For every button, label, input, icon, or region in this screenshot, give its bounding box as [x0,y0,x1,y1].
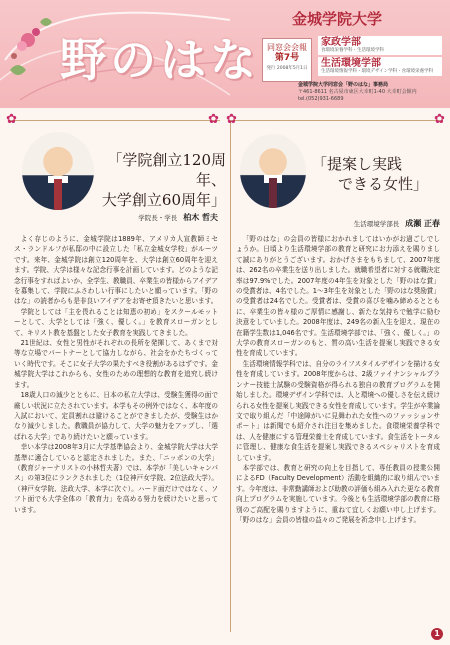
masthead [0,0,450,108]
page-number: 1 [431,628,443,640]
quote-line: 「学院創立120周年、 [107,151,226,189]
right-article-body [236,234,440,624]
paragraph: 学院としては「主を畏れることは知恵の初め」をスクールモットーとして、大学としては「強く、優しく。」を教育スローガンとして、キリスト教を基盤とした女子教育を実践してきました。 [14,307,218,337]
quote-line: できる女性」 [338,175,429,193]
department-item [318,36,442,55]
paragraph: 幸い本学は2008年3月に大学基準協会より、金城学院大学は大学基準に適合していると認定されました。また、「ニッポンの大学」（教育ジャーナリストの小林哲夫著）では、本学が「美しいキャンパス」の第3位にランクされました（1位神戸女学院、2位法政大学）。（神戸女学院、法政大学、本学に次ぐ）。ハード面だけではなく、ソフト面でも大学全体の「教育力」を高める努力を続けたいと思っています。 [14,443,218,514]
dean-photo [240,134,306,208]
paragraph: 本学部では、教育と研究の向上を目指して、専任教員の授業公開によるFD（Faculty Development）活動を組織的に取り組んでいます。今年度は、非常勤講師および助教の評価も組み入れた更なる教育向上プログラムを実施しています。今後とも生活環境学部の教育に格別のご高配を賜りますように、重ねて宜しくお願い申し上げます。「野のはな」会員の皆様の益々のご発展を祈念申し上げます。 [236,463,440,524]
author-role: 学院長・学長 [138,214,178,222]
office-tel: tel.(052)931-6689 [298,96,344,102]
corner-flower-icon: ✿ [208,112,219,127]
corner-flower-icon: ✿ [6,112,17,127]
left-article-body [14,234,218,624]
university-name: 金城学院大学 [292,10,383,28]
paragraph: 18歳人口の減少とともに、日本の私立大学は、受験生獲得の面で厳しい状況に立たされています。本学もその例外ではなく、本年度の入試において、定員割れは避けることができましたが、受験生はかなり減少しました。教職員が協力して、大学の魅力をアップし、「選ばれる大学」であり続けたいと願っています。 [14,391,218,441]
corner-flower-icon: ✿ [226,112,237,127]
right-byline [300,218,440,229]
department-item [318,57,442,76]
author-name: 成瀬 正春 [405,219,440,228]
office-name: 金城学院大学同窓会「野のはな」事務局 [298,82,389,88]
corner-flower-icon: ✿ [434,112,445,127]
issue-box [262,38,312,82]
department-list [318,36,442,78]
president-photo [22,132,94,210]
paragraph: よく存じのように、金城学院は1889年、アメリカ人宣教師ミセス・ランドルフが私邸の中に設立した「私立金城女学校」がルーツです。来年、金城学院は創立120周年を、大学は創立60周年を迎えます。学院、大学は様々な記念行事を計画しています。どのような記念行事をすればよいか、全学生、教職員、卒業生の皆様からアイデアを募集して、学院にふさわしい行事にしたいと願っています。「野のはな」の読者からも是非良いアイデアをお寄せ頂きたいと思います。 [14,235,218,306]
issue-number: 第7号 [274,53,300,63]
paragraph: 「野のはな」の会員の皆様におかれましてはいかがお過ごしでしょうか。日頃より生活環境学部の教育と研究にお力添えを賜りまして誠にありがとうございます。おかげさまをもちまして、2007年度は、262名の卒業生を送り出しました。就職希望者に対する就職決定率は97.9%でした。2007年度の4年生を対象とした「野のはな賞」の受賞者は、4名でした。1〜3年生を対象とした「野のはな奨励賞」の受賞者は24名でした。受賞者は、受賞の喜びを噛み締めるとともに、卒業生の皆々様のご厚情に感謝し、新たな気持ちで勉学に励む決意をしていました。2008年度は、249名の新入生を迎え、現在の在籍学生数は1,046名です。生活環境学部では、「強く、優しく。」の大学の教育スローガンのもと、質の高い生活を提案し実践できる女性を育成しています。 [236,235,440,358]
issue-label: 同窓会会報 [267,43,307,52]
quote-line: 「提案し実践 [312,155,403,173]
department-name: 家政学部 [321,37,361,48]
right-quote-title [312,154,442,194]
quote-line: 大学創立60周年」 [101,191,226,209]
department-sub: 食環境栄養学科・生活環境学科 [321,48,384,53]
author-name: 柏木 哲夫 [183,213,218,222]
left-byline [98,212,218,223]
paragraph: 21世紀は、女性と男性がそれぞれの長所を発揮して、あくまで対等な立場でパートナーとして協力しながら、社会をかたちづくっていく時代です。そこに女子大学の果たすべき役割があるはずです。金城学院大学はこれからも、女性のための理想的な教育を追究し続けます。 [14,339,218,389]
paragraph: 生活環境情報学科では、自分のライフスタイルデザインを描ける女性を育成しています。2008年度からは、2級ファイナンシャルプランナー技能士試験の受験資格が得られる独自の教育プログラムを開始しました。環境デザイン学科では、人と環境への優しさを伝え続けられる女性を提案し実践できる女性を育成しています。学生が卒業論文で取り組んだ「中途障がいに見舞われた女性へのファッションサポート」は新聞でも紹介され注目を集めました。食環境栄養学科では、人を健康にする管理栄養士を育成しています。食生活をトータルに管理し、健康な食生活を提案し実践できるスペシャリストを育成しています。 [236,359,440,462]
department-sub: 生活環境情報学科・環境デザイン学科・食環境栄養学科 [321,69,434,74]
newsletter-title: 野のはな [60,33,260,87]
author-role: 生活環境学部長 [353,220,400,228]
left-quote-title [98,150,226,210]
department-name: 生活環境学部 [321,58,381,69]
office-info [298,82,448,103]
issue-date: 発行 2008年5月1日 [266,66,308,71]
office-address: 〒461-8611 名古屋市東区大幸町1-40 大幸町会館内 [298,89,417,95]
